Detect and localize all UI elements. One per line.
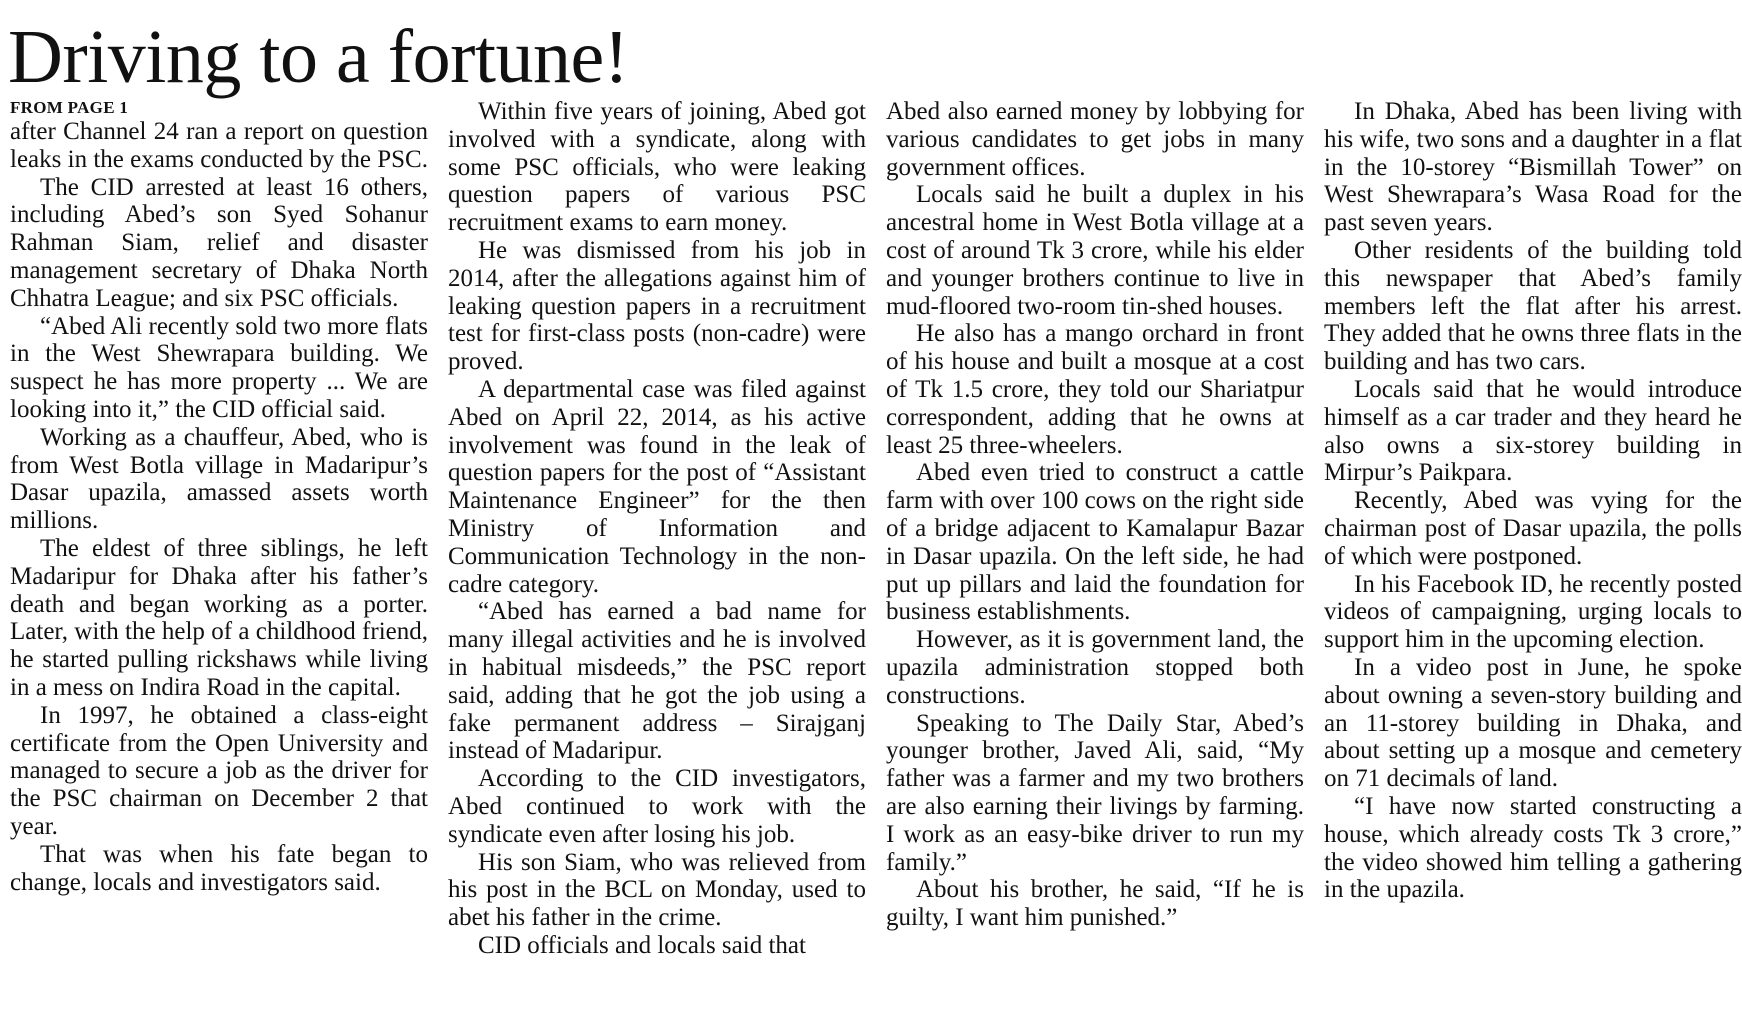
paragraph: In Dhaka, Abed has been living with his wife, two sons and a daughter in a flat in the 10-storey “Bismillah Tower” on West Shewrapara’s Wasa Road for the past seven years. [1324, 98, 1742, 237]
paragraph: “Abed has earned a bad name for many illegal activities and he is involved in habitual misdeeds,” the PSC report said, adding that he got the job using a fake permanent address – Sirajganj instead of Madaripur. [448, 598, 866, 765]
paragraph: He also has a mango orchard in front of his house and built a mosque at a cost of Tk 1.5 crore, they told our Shariatpur correspondent, adding that he owns at least 25 three-wheelers. [886, 320, 1304, 459]
paragraph: “Abed Ali recently sold two more flats in the West Shewrapara building. We suspect he has more property ... We are looking into it,” the CID official said. [10, 312, 428, 423]
paragraph: However, as it is government land, the upazila administration stopped both constructions. [886, 626, 1304, 709]
paragraph: That was when his fate began to change, locals and investigators said. [10, 840, 428, 896]
column-1 [10, 98, 428, 896]
column-3 [886, 98, 1304, 932]
paragraph: Within five years of joining, Abed got involved with a syndicate, along with some PSC officials, who were leaking question papers of various PSC recruitment exams to earn money. [448, 98, 866, 237]
headline: Driving to a fortune! [8, 15, 629, 99]
article-body [10, 98, 1742, 1018]
paragraph: A departmental case was filed against Abed on April 22, 2014, as his active involvement was found in the leak of question papers for the post of “Assistant Maintenance Engineer” for the then Ministry of Information and Communication Technology in the non-cadre category. [448, 375, 866, 598]
paragraph: Locals said he built a duplex in his ancestral home in West Botla village at a cost of around Tk 3 crore, while his elder and younger brothers continue to live in mud-floored two-room tin-shed houses. [886, 181, 1304, 320]
paragraph: The eldest of three siblings, he left Madaripur for Dhaka after his father’s death and began working as a porter. Later, with the help of a childhood friend, he started pulling rickshaws while living in a mess on Indira Road in the capital. [10, 534, 428, 701]
paragraph: CID officials and locals said that [478, 931, 806, 959]
paragraph: In 1997, he obtained a class-eight certificate from the Open University and managed to secure a job as the driver for the PSC chairman on December 2 that year. [10, 701, 428, 840]
paragraph: after Channel 24 ran a report on question leaks in the exams conducted by the PSC. [10, 118, 428, 173]
paragraph: Abed also earned money by lobbying for various candidates to get jobs in many government offices. [886, 98, 1304, 181]
paragraph: His son Siam, who was relieved from his post in the BCL on Monday, used to abet his father in the crime. [448, 848, 866, 932]
paragraph: Working as a chauffeur, Abed, who is from West Botla village in Madaripur’s Dasar upazila, amassed assets worth millions. [10, 423, 428, 535]
kicker: FROM PAGE 1 [10, 98, 129, 117]
paragraph: In a video post in June, he spoke about owning a seven-story building and an 11-storey building in Dhaka, and about setting up a mosque and cemetery on 71 decimals of land. [1324, 653, 1742, 793]
paragraph: “I have now started constructing a house, which already costs Tk 3 crore,” the video showed him telling a gathering in the upazila. [1324, 792, 1742, 904]
paragraph: Recently, Abed was vying for the chairman post of Dasar upazila, the polls of which were postponed. [1324, 487, 1742, 570]
paragraph: He was dismissed from his job in 2014, after the allegations against him of leaking question papers in a recruitment test for first-class posts (non-cadre) were proved. [448, 236, 866, 376]
column-2 [448, 98, 866, 960]
paragraph: Locals said that he would introduce himself as a car trader and they heard he also owns a six-storey building in Mirpur’s Paikpara. [1324, 375, 1742, 487]
paragraph: In his Facebook ID, he recently posted videos of campaigning, urging locals to support him in the upcoming election. [1324, 570, 1742, 654]
paragraph: Speaking to The Daily Star, Abed’s younger brother, Javed Ali, said, “My father was a farmer and my two brothers are also earning their livings by farming. I work as an easy-bike driver to run my family.” [886, 709, 1304, 876]
paragraph: Abed even tried to construct a cattle farm with over 100 cows on the right side of a bridge adjacent to Kamalapur Bazar in Dasar upazila. On the left side, he had put up pillars and laid the foundation for business establishments. [886, 459, 1304, 626]
column-4 [1324, 98, 1742, 904]
paragraph: The CID arrested at least 16 others, including Abed’s son Syed Sohanur Rahman Siam, relief and disaster management secretary of Dhaka North Chhatra League; and six PSC officials. [10, 173, 428, 312]
paragraph: Other residents of the building told this newspaper that Abed’s family members left the flat after his arrest. They added that he owns three flats in the building and has two cars. [1324, 236, 1742, 376]
paragraph: About his brother, he said, “If he is guilty, I want him punished.” [886, 876, 1304, 932]
paragraph: According to the CID investigators, Abed continued to work with the syndicate even after losing his job. [448, 765, 866, 848]
